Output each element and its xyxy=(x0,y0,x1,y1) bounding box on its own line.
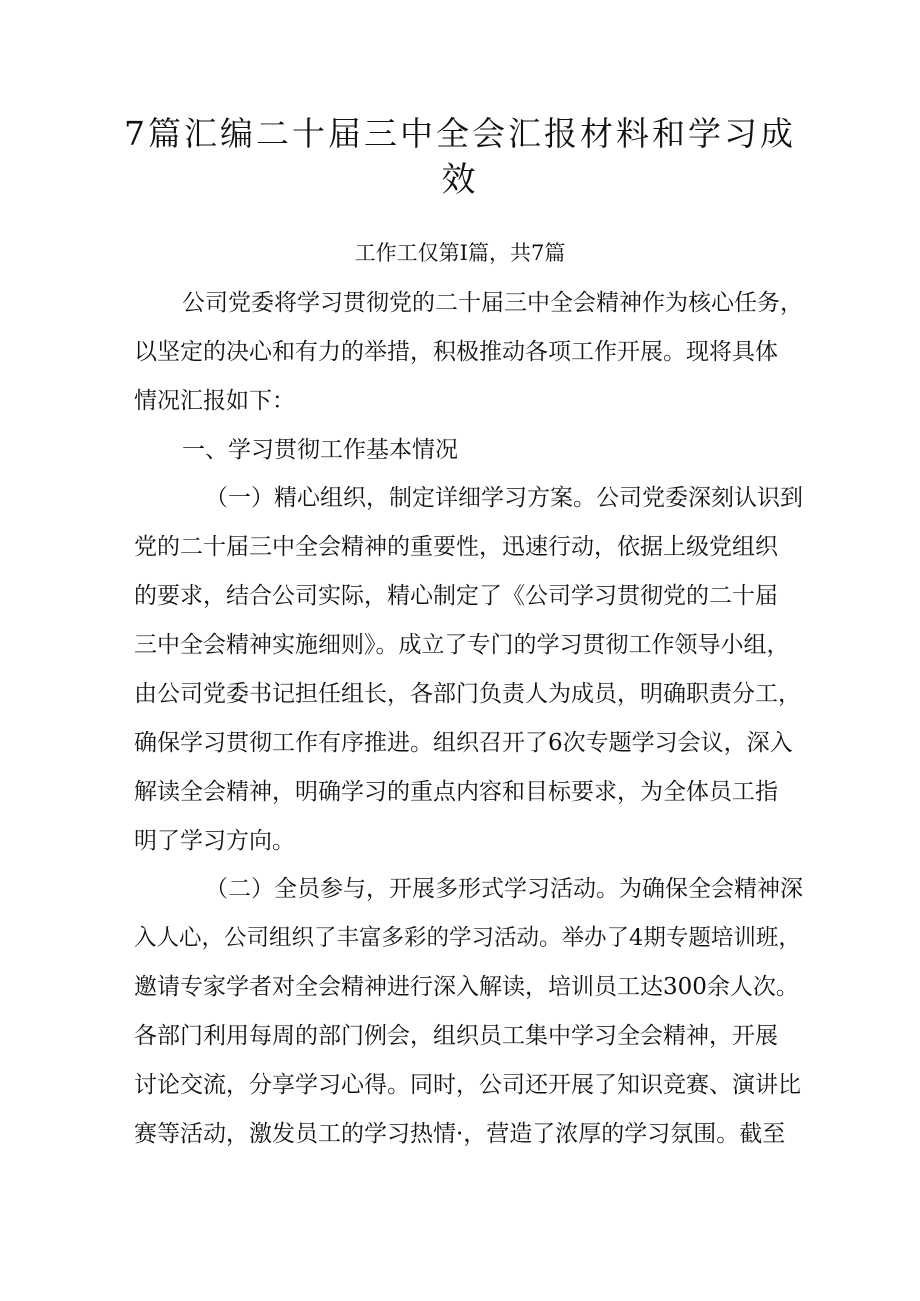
document-title-line-2: 效 xyxy=(441,160,479,200)
document-title-line-1: 7篇汇编二十届三中全会汇报材料和学习成 xyxy=(124,114,796,153)
body-line: 党的二十届三中全会精神的重要性，迅速行动，依据上级党组织 xyxy=(134,534,778,560)
body-line: 讨论交流，分享学习心得。同时，公司还开展了知识竞赛、演讲比 xyxy=(134,1072,801,1098)
body-line: （一）精心组织，制定详细学习方案。公司党委深刻认识到 xyxy=(205,485,803,511)
body-line: 情况汇报如下： xyxy=(134,388,295,414)
body-line: 确保学习贯彻工作有序推进。组织召开了6次专题学习会议，深入 xyxy=(134,730,793,756)
body-line: 各部门利用每周的部门例会，组织员工集中学习全会精神，开展 xyxy=(134,1023,778,1049)
body-line: 的要求，结合公司实际，精心制定了《公司学习贯彻党的二十届 xyxy=(134,583,778,609)
body-line: 邀请专家学者对全会精神进行深入解读，培训员工达300余人次。 xyxy=(134,974,799,1000)
body-line: 由公司党委书记担任组长，各部门负责人为成员，明确职责分工， xyxy=(134,681,801,707)
body-line: 赛等活动，激发员工的学习热情·，营造了浓厚的学习氛围。截至 xyxy=(134,1121,786,1147)
section-heading: 一、学习贯彻工作基本情况 xyxy=(182,437,458,463)
document-subtitle: 工作工仅第Ⅰ篇，共7篇 xyxy=(354,241,566,265)
body-line: 三中全会精神实施细则》。成立了专门的学习贯彻工作领导小组， xyxy=(134,632,790,658)
body-line: 公司党委将学习贯彻党的二十届三中全会精神作为核心任务， xyxy=(182,290,803,316)
body-line: 明了学习方向。 xyxy=(134,828,295,854)
body-line: 入人心，公司组织了丰富多彩的学习活动。举办了4期专题培训班， xyxy=(134,925,801,951)
body-line: 以坚定的决心和有力的举措，积极推动各项工作开展。现将具体 xyxy=(134,339,778,365)
body-line: 解读全会精神，明确学习的重点内容和目标要求，为全体员工指 xyxy=(134,779,778,805)
body-line: （二）全员参与，开展多形式学习活动。为确保全会精神深 xyxy=(205,876,803,902)
